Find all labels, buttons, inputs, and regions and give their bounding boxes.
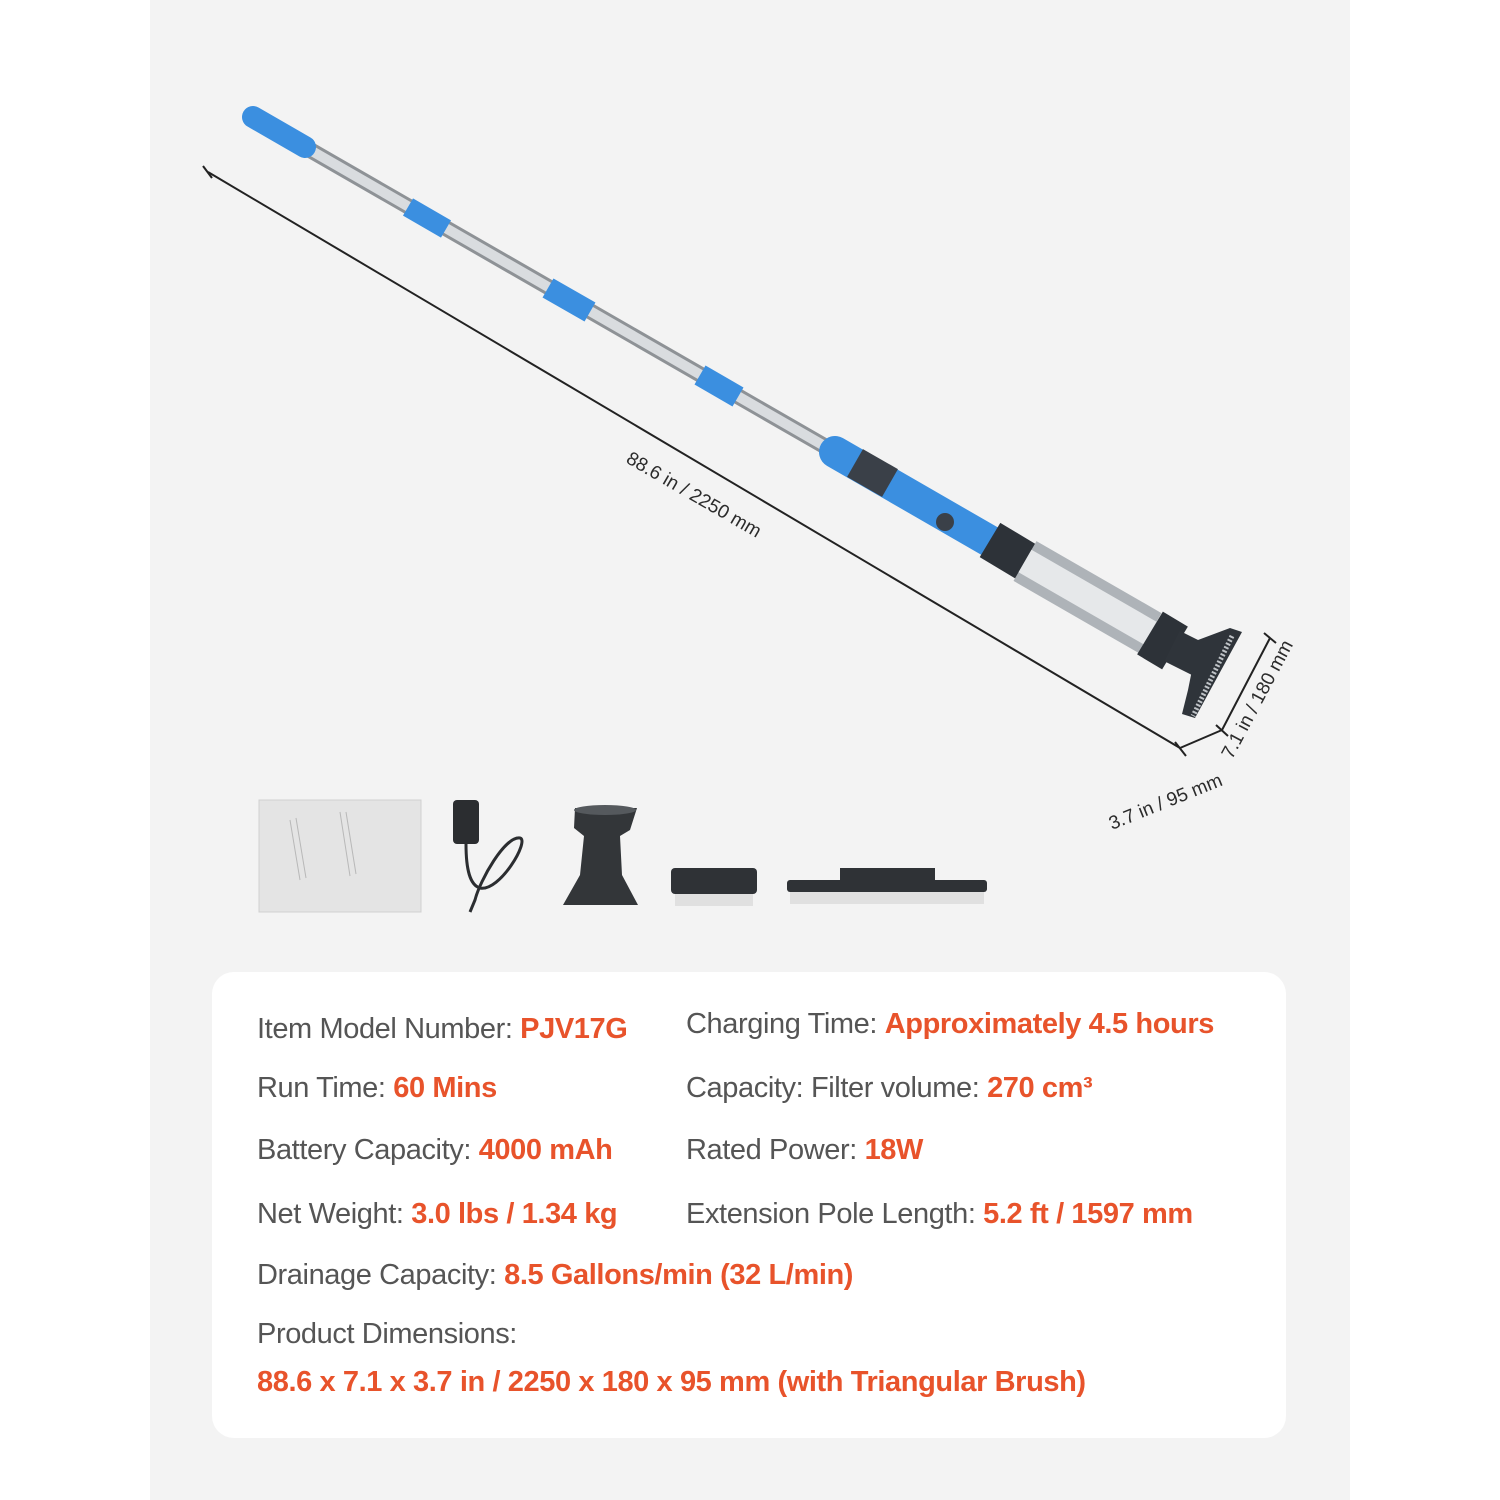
spec-label: Product Dimensions: <box>257 1318 517 1350</box>
spec-label: Net Weight: <box>257 1198 404 1230</box>
spec-label: Drainage Capacity: <box>257 1259 497 1291</box>
spec-label: Item Model Number: <box>257 1013 513 1045</box>
depth-dimension-label: 3.7 in / 95 mm <box>1106 770 1226 835</box>
accessory-nozzle <box>563 805 638 905</box>
spec-model <box>257 1013 627 1046</box>
spec-value: 60 Mins <box>393 1072 497 1104</box>
spec-label: Battery Capacity: <box>257 1134 472 1166</box>
spec-label: Extension Pole Length: <box>686 1198 976 1230</box>
spec-value: 5.2 ft / 1597 mm <box>983 1198 1193 1230</box>
spec-value: 8.5 Gallons/min (32 L/min) <box>504 1259 854 1291</box>
spec-run-time <box>257 1072 497 1105</box>
accessory-manual <box>259 800 421 912</box>
spec-dimensions-value <box>257 1366 1086 1399</box>
spec-net-weight <box>257 1198 617 1231</box>
spec-drainage <box>257 1259 853 1292</box>
pole-joint <box>548 288 590 312</box>
nozzle-icon <box>563 808 638 905</box>
handle-grip <box>253 117 305 147</box>
dimension-lines <box>203 166 1276 756</box>
spec-pole-length <box>686 1198 1193 1231</box>
spec-value: 4000 mAh <box>478 1134 613 1166</box>
spec-dimensions-label <box>257 1318 517 1351</box>
manual-icon <box>259 800 421 912</box>
accessory-large-brush <box>787 868 987 904</box>
spec-value: 18W <box>864 1134 924 1166</box>
spec-value: 88.6 x 7.1 x 3.7 in / 2250 x 180 x 95 mm (with Triangular Brush) <box>257 1366 1086 1398</box>
spec-battery <box>257 1134 613 1167</box>
small-brush-icon <box>671 868 757 894</box>
pool-vacuum <box>253 117 1242 718</box>
power-button-icon <box>936 513 954 531</box>
accessory-charger <box>453 800 522 912</box>
spec-value: 3.0 lbs / 1.34 kg <box>411 1198 618 1230</box>
spec-label: Charging Time: <box>686 1008 878 1040</box>
spec-value: 270 cm³ <box>987 1072 1093 1104</box>
length-dimension-label: 88.6 in / 2250 mm <box>622 448 765 543</box>
spec-label: Run Time: <box>257 1072 386 1104</box>
charger-icon <box>453 800 479 844</box>
pole-joint <box>408 207 446 229</box>
spec-value: Approximately 4.5 hours <box>884 1008 1214 1040</box>
spec-label: Rated Power: <box>686 1134 857 1166</box>
spec-rated-power <box>686 1134 923 1167</box>
spec-label: Capacity: Filter volume: <box>686 1072 980 1104</box>
spec-charging-time <box>686 1008 1214 1041</box>
spec-value: PJV17G <box>520 1013 628 1045</box>
accessory-small-brush <box>671 868 757 906</box>
spec-capacity <box>686 1072 1092 1105</box>
pole-joint <box>700 375 738 397</box>
width-dimension-label: 7.1 in / 180 mm <box>1217 636 1298 763</box>
